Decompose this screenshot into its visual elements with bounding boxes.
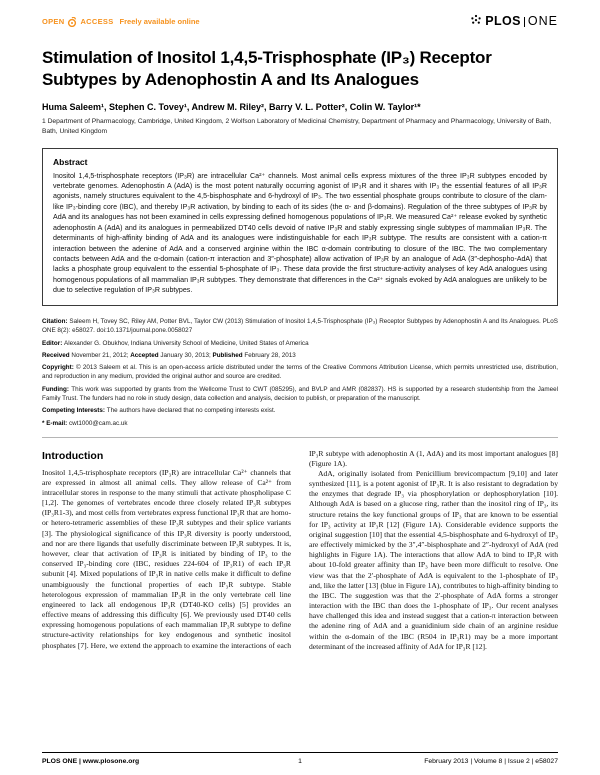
abstract-section [42,148,558,306]
meta-segment: Alexander G. Obukhov, Indiana University School of Medicine, United States of America [64,339,309,347]
meta-line [42,386,558,404]
author-list: Huma Saleem¹, Stephen C. Tovey¹, Andrew M. Riley², Barry V. L. Potter², Colin W. Taylor¹* [42,102,421,113]
section-heading-introduction: Introduction [42,449,104,462]
meta-line [42,340,558,349]
footer-issue-info: February 2013 | Volume 8 | Issue 2 | e58027 [424,758,558,765]
footer-journal: PLOS ONE | www.plosone.org [42,758,140,765]
meta-segment: January 30, 2013; [160,352,213,359]
meta-segment: Copyright: [42,364,77,372]
affiliations: 1 Department of Pharmacology, Cambridge, United Kingdom, 2 Wolfson Laboratory of Medicinal Chemistry, Department of Pharmacy and Pharmacology, University of Bath, Bath, United Kingdom [42,118,552,135]
open-access-badge [42,17,200,27]
page-header [42,14,558,29]
open-lock-icon [67,17,77,27]
open-access-tagline: Freely available online [119,17,200,26]
footer-page-number: 1 [298,758,302,765]
meta-line [42,318,558,336]
meta-segment: Competing Interests: [42,407,107,415]
abstract-text: Inositol 1,4,5-trisphosphate receptors (IP₃R) are intracellular Ca²⁺ channels. Most animal cells express mixtures of the three IP₃R subtypes encoded by vertebrate genomes. Adenophostin A (AdA) is the most potent naturally occurring agonist of IP₃R and it shares with IP₃ the essential features of all IP₃R agonists, namely structures equivalent to the 4,5-bisphosphate and 6-hydroxyl of IP₃. The two essential phosphate groups contribute to closure of the clam-like IP₃-binding core (IBC), and thereby IP₃R activation, by binding to each of its sides (the α- and β-domains). Regulation of the three subtypes of IP₃R by AdA and its analogues has not been examined in cells expressing defined homogenous populations of IP₃R. We measured Ca²⁺ release evoked by synthetic adenophostin A (AdA) and its analogues in permeabilized DT40 cells devoid of native IP₃R and stably expressing single subtypes of mammalian IP₃R. The determinants of high-affinity binding of AdA and its analogues were indistinguishable for each IP₃R subtype. The results are consistent with a cation-π interaction between the adenine of AdA and a conserved arginine within the IBC α-domain contributing to closure of the IBC. The two complementary contacts between AdA and the α-domain (cation-π interaction and 3″-phosphate) allow activation of IP₃R by an analogue of AdA (3″-dephospho-AdA) that lacks a phosphate group equivalent to the essential 5-phosphate of IP₃. These data provide the first structure-activity analyses of key AdA analogues using homogenous populations of all mammalian IP₃R subtypes. They demonstrate that differences in the Ca²⁺ signals evoked by AdA analogues are unlikely to be due to selective regulation of IP₃R subtypes. [53,171,547,295]
plos-logo-divider [524,17,525,27]
abstract-heading: Abstract [53,156,88,167]
meta-segment: Saleem H, Tovey SC, Riley AM, Potter BVL, Taylor CW (2013) Stimulation of Inositol 1,4,5-Trisphosphate (IP₃) Receptor Subtypes by Adenophostin A and Its Analogues. PLoS ONE 8(2): e58027. doi:10.1371/journal.pone.0058027 [42,318,558,335]
meta-segment: This work was supported by grants from the Wellcome Trust to CWT (085295), and BVLP and AMR (082837). HS is supported by a research studentship from the Jameel Family Trust. The funders had no role in study design, data collection and analysis, decision to publish, or preparation of the manuscript. [42,385,558,402]
plos-logo-plos-text: PLOS [485,14,521,28]
meta-line [42,420,558,429]
meta-segment: Citation: [42,318,70,326]
open-access-open-label: OPEN [42,17,65,26]
page-footer [42,752,558,775]
body-paragraph: Inositol 1,4,5-trisphosphate receptors (IP₃R) are intracellular Ca²⁺ channels that are expressed in almost all animal cells. They allow release of Ca²⁺ from intracellular stores in response to the many stimuli that activate phospholipase C [1,2]. The genomes of vertebrates encode three closely related IP₃R subtypes (IP₃R1-3), and most cells from vertebrates express functional IP₃R that are homo- or hetero-tetrameric assemblies of these IP₃R subtypes and their splice variants [3]. The physiological significance of this IP₃R diversity is poorly understood, and nor are there ligands that usefully discriminate between IP₃R subtypes. It is, however, clear that activation of IP₃R is initiated by binding of IP₃ to the conserved IP₃-binding core (IBC, residues 224-604 of IP₃R1) of each IP₃R subunit [4]. Mixed populations of IP₃R in native cells make it difficult to define unambiguously the functional properties of each IP₃R subtype. Stable heterologous expression of mammalian IP₃R in the only vertebrate cell line engineered to lack all endogenous IP₃R (DT40-KO cells) [5] provides an effective means of addressing this difficulty [6]. We previously used DT40 cells expressing homogenous populations of each mammalian IP₃R subtype to define structure-activity relationships for key endogenous and synthetic inositol phosphates [7]. Here, we extend the approach to examine the interactions of each IP₃R subtype with adenophostin A (1, AdA) and its most important analogues [8] (Figure 1A). [42,448,558,650]
meta-segment: © 2013 Saleem et al. This is an open-access article distributed under the terms of the Creative Commons Attribution License, which permits unrestricted use, distribution, and reproduction in any medium, provided the original author and source are credited. [42,364,558,381]
meta-segment: November 21, 2012; [71,352,131,359]
meta-segment: Published [212,352,245,359]
meta-segment: Funding: [42,385,72,393]
meta-line [42,364,558,382]
meta-segment: February 28, 2013 [244,352,296,359]
meta-segment: Received [42,352,72,359]
front-matter-notes [42,315,558,438]
article-body [42,449,558,748]
meta-line [42,407,558,416]
open-access-access-label: ACCESS [80,17,114,26]
meta-segment: Editor: [42,339,65,347]
email-link[interactable]: cwt1000@cam.ac.uk [68,419,128,427]
plos-logo-icon [470,14,482,29]
article-title: Stimulation of Inositol 1,4,5-Trisphosphate (IP₃) Receptor Subtypes by Adenophostin A and Its Analogues [42,48,492,90]
body-paragraph: AdA, originally isolated from Penicillium brevicompactum [9,10] and later synthesized [11], is a potent agonist of IP₃R. It is also resistant to degradation by the enzymes that degrade IP₃ via phosphorylation or dephosphorylation [10]. Although AdA is based on a glucose ring, rather than the inositol ring of IP₃, its structure retains the key functional groups of IP₃ that are known to be essential for IP₃ activity at IP₃R [12] (Figure 1A). Considerable evidence supports the original suggestion [10] that the essential 4,5-bisphosphate and 6-hydroxyl of IP₃ are effectively mimicked by the 3″,4″-bisphosphate and 2″-hydroxyl of AdA (red highlights in Figure 1A). The interactions that allow AdA to bind to IP₃R with about 10-fold greater affinity than IP₃ have been more difficult to resolve. One view was that the 2′-phosphate of AdA is equivalent to the 1-phosphate of IP₃ and, like the latter [13] (blue in Figure 1A), contributes to high-affinity binding to the IBC. The suggestion was that the 2′-phosphate of AdA forms a stronger interaction with the IBC than does the 1-phosphate of IP₃. Our recent analyses have challenged this idea and instead suggest that a cation-π interaction between the adenine ring of AdA and a guanidinium side chain of an arginine residue within the α-domain of the IBC (R504 in IP₃R1) may be a more important determinant of the increased affinity of AdA for IP₃R [12]. [309,468,558,651]
meta-segment: The authors have declared that no competing interests exist. [106,407,276,415]
plos-one-logo [470,14,558,29]
meta-segment: Accepted [130,352,161,359]
meta-line [42,352,558,361]
plos-logo-one-text: ONE [527,14,558,28]
meta-segment: * E-mail: [42,419,69,427]
